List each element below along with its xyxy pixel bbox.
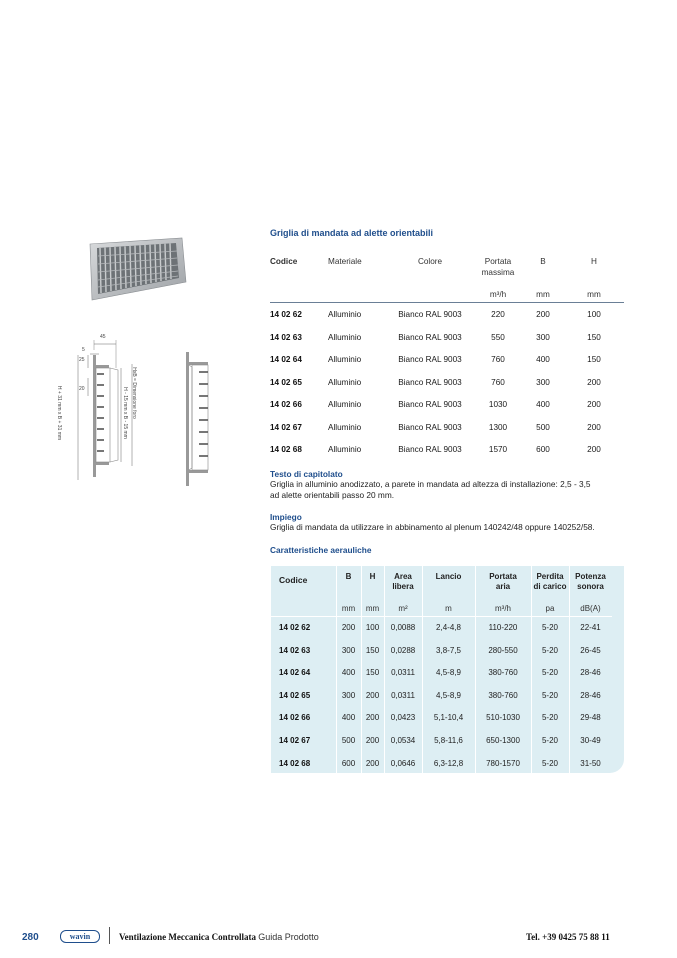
capitolato-line2: ad alette orientabili passo 20 mm. bbox=[270, 490, 395, 500]
cell-codice: 14 02 66 bbox=[270, 400, 302, 409]
aero-cell-lancio: 5,8-11,6 bbox=[434, 736, 463, 745]
cell-h: 200 bbox=[587, 377, 601, 387]
aero-cell-b: 500 bbox=[341, 736, 356, 745]
aero-cell-perdita: 5-20 bbox=[541, 758, 558, 768]
cell-h: 100 bbox=[587, 310, 601, 319]
cell-portata: 1570 bbox=[488, 445, 508, 454]
aero-cell-potenza: 28-46 bbox=[580, 668, 601, 678]
aero-cell-h: 200 bbox=[365, 690, 380, 700]
aero-cell-area: 0,0311 bbox=[391, 690, 415, 700]
aero-cell-potenza: 28-46 bbox=[580, 690, 601, 700]
aero-cell-lancio: 2,4-4,8 bbox=[436, 623, 461, 632]
ath-potenza: Potenza sonora bbox=[575, 572, 606, 591]
capitolato-heading: Testo di capitolato bbox=[270, 469, 343, 479]
cell-codice: 14 02 64 bbox=[270, 355, 302, 364]
aero-cell-h: 200 bbox=[365, 736, 380, 745]
dim-outer: H + 31 mm x B + 31 mm bbox=[56, 385, 63, 441]
aero-cell-area: 0,0311 bbox=[391, 668, 415, 678]
aero-cell-b: 600 bbox=[341, 758, 356, 768]
ath-lancio: Lancio bbox=[435, 572, 462, 581]
aero-cell-area: 0,0088 bbox=[390, 623, 416, 632]
cell-codice: 14 02 65 bbox=[270, 377, 302, 387]
grille-photo bbox=[88, 236, 188, 304]
aero-table bbox=[271, 566, 624, 773]
cell-portata: 760 bbox=[491, 355, 505, 364]
capitolato-section bbox=[270, 469, 640, 501]
dim-25: 25 bbox=[79, 357, 85, 363]
unit-h: mm bbox=[587, 290, 601, 299]
aero-cell-codice: 14 02 68 bbox=[279, 758, 311, 768]
cell-codice: 14 02 68 bbox=[270, 445, 302, 454]
product-title: Griglia di mandata ad alette orientabili bbox=[270, 228, 434, 238]
technical-drawing-side bbox=[180, 350, 220, 490]
aero-cell-b: 300 bbox=[341, 690, 356, 700]
cell-colore: Bianco RAL 9003 bbox=[398, 377, 462, 387]
dim-5: 5 bbox=[82, 347, 85, 353]
aero-cell-h: 150 bbox=[365, 645, 380, 655]
cell-colore: Bianco RAL 9003 bbox=[398, 310, 462, 319]
aero-cell-h: 100 bbox=[365, 623, 380, 632]
footer-title: Ventilazione Meccanica Controllata Guida Prodotto bbox=[119, 932, 319, 942]
aero-cell-portata: 380-760 bbox=[488, 668, 518, 678]
impiego-heading: Impiego bbox=[270, 512, 302, 522]
cell-codice: 14 02 67 bbox=[270, 422, 302, 432]
cell-h: 200 bbox=[587, 445, 601, 454]
aero-cell-portata: 510-1030 bbox=[486, 713, 520, 723]
aero-cell-perdita: 5-20 bbox=[541, 668, 558, 678]
cell-materiale: Alluminio bbox=[328, 445, 362, 454]
aero-cell-lancio: 5,1-10,4 bbox=[433, 713, 464, 723]
cell-materiale: Alluminio bbox=[328, 422, 362, 432]
aero-cell-area: 0,0423 bbox=[390, 713, 416, 723]
impiego-section bbox=[270, 512, 640, 533]
product-row bbox=[270, 303, 624, 326]
aero-cell-lancio: 4,5-8,9 bbox=[436, 690, 461, 700]
aero-cell-b: 400 bbox=[341, 668, 356, 678]
aero-cell-area: 0,0534 bbox=[390, 736, 416, 745]
aero-cell-codice: 14 02 63 bbox=[279, 645, 311, 655]
aero-cell-h: 150 bbox=[365, 668, 380, 678]
aunit-area: m² bbox=[398, 604, 408, 613]
page-number: 280 bbox=[22, 932, 39, 943]
aero-cell-codice: 14 02 64 bbox=[279, 668, 311, 678]
th-colore: Colore bbox=[417, 257, 443, 266]
cell-b: 600 bbox=[536, 445, 550, 454]
aero-cell-codice: 14 02 65 bbox=[279, 690, 311, 700]
aunit-lancio: m bbox=[445, 604, 452, 613]
cell-h: 150 bbox=[587, 332, 601, 342]
cell-portata: 760 bbox=[491, 377, 505, 387]
cell-colore: Bianco RAL 9003 bbox=[398, 422, 462, 432]
th-materiale: Materiale bbox=[328, 257, 362, 266]
product-row bbox=[270, 371, 624, 394]
dim-inner: H - 15 mm x B - 15 mm bbox=[121, 387, 128, 439]
th-codice: Codice bbox=[270, 257, 298, 266]
aero-cell-perdita: 5-20 bbox=[541, 736, 558, 745]
aunit-b: mm bbox=[341, 604, 356, 613]
cell-materiale: Alluminio bbox=[328, 310, 362, 319]
dim-20: 20 bbox=[79, 386, 85, 392]
aero-cell-perdita: 5-20 bbox=[541, 623, 558, 632]
aero-cell-b: 400 bbox=[341, 713, 356, 723]
aero-cell-area: 0,0288 bbox=[390, 645, 416, 655]
aero-cell-portata: 380-760 bbox=[488, 690, 518, 700]
aero-cell-portata: 280-550 bbox=[488, 645, 518, 655]
cell-h: 200 bbox=[587, 422, 601, 432]
unit-b: mm bbox=[536, 290, 550, 299]
aero-cell-codice: 14 02 67 bbox=[279, 736, 311, 745]
aero-cell-perdita: 5-20 bbox=[541, 713, 558, 723]
aero-heading: Caratteristiche aerauliche bbox=[270, 545, 372, 555]
aero-cell-portata: 650-1300 bbox=[486, 736, 520, 745]
ath-portata: Portata aria bbox=[489, 572, 517, 591]
aero-cell-lancio: 6,3-12,8 bbox=[433, 758, 464, 768]
cell-materiale: Alluminio bbox=[328, 355, 362, 364]
ath-codice: Codice bbox=[279, 575, 308, 585]
aero-cell-b: 300 bbox=[341, 645, 356, 655]
ath-h: H bbox=[369, 572, 376, 581]
cell-b: 200 bbox=[536, 310, 550, 319]
aero-cell-portata: 780-1570 bbox=[486, 758, 520, 768]
dim-hole: HxB = Dimensione foro bbox=[130, 367, 137, 419]
aero-cell-portata: 110-220 bbox=[488, 623, 518, 632]
wavin-logo: wavin bbox=[60, 930, 100, 943]
cell-b: 400 bbox=[536, 400, 550, 409]
cell-h: 200 bbox=[587, 400, 601, 409]
aero-cell-potenza: 30-49 bbox=[580, 736, 601, 745]
cell-colore: Bianco RAL 9003 bbox=[398, 332, 462, 342]
aero-cell-codice: 14 02 66 bbox=[279, 713, 311, 723]
footer-phone: Tel. +39 0425 75 88 11 bbox=[526, 932, 610, 942]
cell-h: 150 bbox=[587, 355, 601, 364]
aero-cell-potenza: 29-48 bbox=[580, 713, 601, 723]
ath-b: B bbox=[345, 572, 352, 581]
th-portata: Portata massima bbox=[481, 257, 515, 277]
cell-colore: Bianco RAL 9003 bbox=[398, 445, 462, 454]
aero-cell-lancio: 3,8-7,5 bbox=[436, 645, 461, 655]
aero-cell-lancio: 4,5-8,9 bbox=[436, 668, 461, 678]
aero-cell-potenza: 26-45 bbox=[580, 645, 601, 655]
capitolato-line1: Griglia in alluminio anodizzato, a parete in mandata ad altezza di installazione: 2,5 - 3,5 bbox=[270, 479, 591, 489]
footer-subtitle: Guida Prodotto bbox=[258, 932, 319, 942]
product-row bbox=[270, 438, 624, 461]
cell-materiale: Alluminio bbox=[328, 377, 362, 387]
cell-colore: Bianco RAL 9003 bbox=[398, 400, 462, 409]
aero-cell-h: 200 bbox=[365, 713, 380, 723]
product-row bbox=[270, 348, 624, 371]
cell-portata: 1300 bbox=[488, 422, 508, 432]
aunit-h: mm bbox=[365, 604, 380, 613]
cell-codice: 14 02 62 bbox=[270, 310, 302, 319]
aunit-portata: m³/h bbox=[495, 604, 511, 613]
cell-b: 300 bbox=[536, 332, 550, 342]
product-table bbox=[270, 256, 624, 461]
cell-portata: 1030 bbox=[488, 400, 508, 409]
impiego-text: Griglia di mandata da utilizzare in abbinamento al plenum 140242/48 oppure 140252/58. bbox=[270, 522, 595, 532]
footer-divider bbox=[109, 927, 110, 944]
cell-b: 400 bbox=[536, 355, 550, 364]
cell-materiale: Alluminio bbox=[328, 332, 362, 342]
cell-portata: 220 bbox=[491, 310, 505, 319]
th-h: H bbox=[591, 257, 597, 266]
product-table-header bbox=[270, 256, 624, 303]
th-b: B bbox=[540, 257, 546, 266]
cell-b: 300 bbox=[536, 377, 550, 387]
aunit-perdita: pa bbox=[545, 604, 555, 613]
aero-cell-codice: 14 02 62 bbox=[279, 623, 311, 632]
ath-perdita: Perdita di carico bbox=[533, 572, 567, 591]
cell-b: 500 bbox=[536, 422, 550, 432]
aunit-potenza: dB(A) bbox=[580, 604, 601, 613]
ath-area: Area libera bbox=[392, 572, 414, 591]
cell-portata: 550 bbox=[491, 332, 505, 342]
aero-cell-perdita: 5-20 bbox=[541, 645, 558, 655]
aero-cell-h: 200 bbox=[365, 758, 380, 768]
aero-cell-potenza: 31-50 bbox=[580, 758, 601, 768]
product-row bbox=[270, 416, 624, 439]
product-row bbox=[270, 393, 624, 416]
aero-cell-b: 200 bbox=[341, 623, 356, 632]
cell-colore: Bianco RAL 9003 bbox=[398, 355, 462, 364]
product-row bbox=[270, 326, 624, 349]
unit-portata: m³/h bbox=[489, 290, 507, 299]
cell-codice: 14 02 63 bbox=[270, 332, 302, 342]
aero-cell-potenza: 22-41 bbox=[580, 623, 601, 632]
aero-cell-perdita: 5-20 bbox=[541, 690, 558, 700]
dim-45: 45 bbox=[100, 334, 106, 340]
cell-materiale: Alluminio bbox=[328, 400, 362, 409]
aero-cell-area: 0,0646 bbox=[390, 758, 416, 768]
